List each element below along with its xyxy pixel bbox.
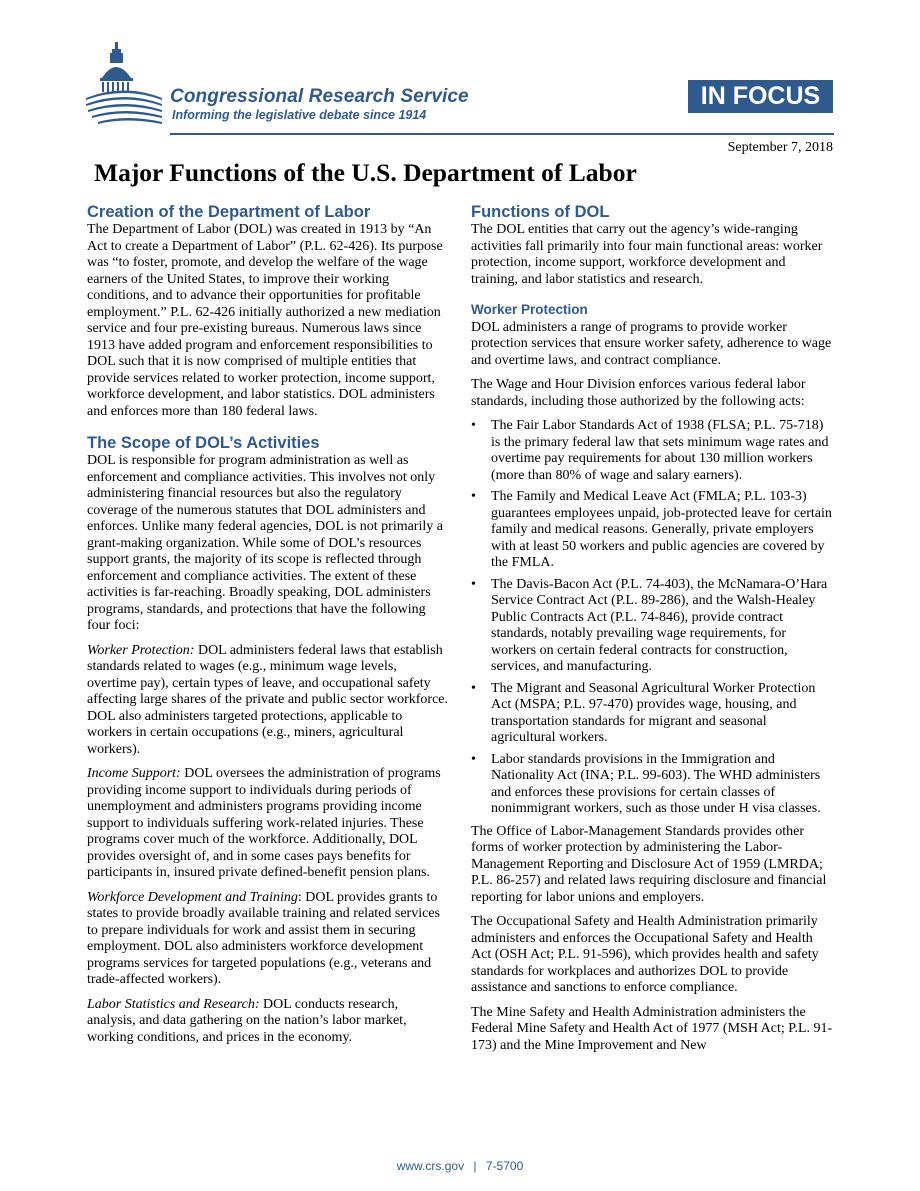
footer-url-link[interactable]: www.crs.gov — [396, 1159, 465, 1173]
creation-body: The Department of Labor (DOL) was created in 1913 by “An Act to create a Department of Labor” (P.L. 62-426). Its purpose was “to foster, promote, and develop the welfare of the wage earners of the United States, to improve their working conditions, and to advance their opportunities for profitable employment.” P.L. 62-426 initially authorized a new mediation service and four pre-existing bureaus. Numerous laws since 1913 have added program and enforcement responsibilities to DOL such that it is now comprised of multiple entities that provide services related to worker protection, income support, workforce development, and labor statistics. DOL administers and enforces more than 180 federal laws. — [87, 222, 443, 419]
list-item: • The Davis-Bacon Act (P.L. 74-403), the McNamara-O’Hara Service Contract Act (P.L. 89-286), and the Walsh-Healey Public Contracts Act (P.L. 74-846), provide contract standards, notably prevailing wage requirements, for workers on certain federal contracts for construction, services, and manufacturing. — [471, 576, 828, 674]
msha-paragraph: The Mine Safety and Health Administration administers the Federal Mine Safety and Health Act of 1977 (MSH Act; P.L. 91-173) and the Mine Improvement and New — [471, 1004, 833, 1053]
focus-text: DOL conducts research, analysis, and data gathering on the nation’s labor market, working conditions, and prices in the economy. — [87, 996, 407, 1045]
worker-protection-p2: The Wage and Hour Division enforces various federal labor standards, including those authorized by the following acts: — [471, 377, 806, 409]
acts-list — [471, 418, 833, 818]
focus-label: Workforce Development and Training — [87, 889, 298, 905]
right-column — [471, 203, 833, 1062]
focus-text: : DOL provides grants to states to provide broadly available training and related services to prepare individuals for work and assist them in securing employment. DOL also administers workforce development programs services for targeted populations (e.g., veterans and trade-affected workers). — [87, 889, 440, 987]
org-tagline: Informing the legislative debate since 1914 — [172, 108, 427, 122]
capitol-dome-icon — [84, 38, 166, 128]
focus-label: Labor Statistics and Research: — [87, 996, 260, 1012]
worker-protection-p1: DOL administers a range of programs to provide worker protection services that ensure worker safety, adherence to wage and overtime laws, and contract compliance. — [471, 319, 832, 368]
olms-paragraph: The Office of Labor-Management Standards provides other forms of worker protection by administering the Labor-Management Reporting and Disclosure Act of 1959 (LMRDA; P.L. 86-257) and related laws requiring disclosure and financial reporting for labor unions and employers. — [471, 823, 827, 905]
bullet-icon: • — [471, 418, 476, 433]
focus-text: DOL administers federal laws that establish standards related to wages (e.g., minimum wage levels, overtime pay), certain types of leave, and occupational safety affecting large shares of the private and public sector workforce. DOL also administers targeted protections, applicable to workers in certain occupations (e.g., miners, agricultural workers). — [87, 642, 448, 757]
in-focus-badge: IN FOCUS — [688, 80, 833, 113]
org-name: Congressional Research Service — [170, 86, 469, 107]
list-item: • The Family and Medical Leave Act (FMLA; P.L. 103-3) guarantees employees unpaid, job-protected leave for certain family and medical reasons. Generally, private employers with at least 50 workers and public agencies are covered by the FMLA. — [471, 489, 832, 570]
focus-income-support — [87, 766, 449, 882]
left-column — [87, 203, 449, 1054]
worker-protection-heading: Worker Protection — [471, 302, 588, 317]
functions-heading: Functions of DOL — [471, 203, 610, 221]
page-title: Major Functions of the U.S. Department of Labor — [94, 158, 637, 187]
footer-code: 7-5700 — [485, 1159, 524, 1173]
functions-body: The DOL entities that carry out the agency’s wide-ranging activities fall primarily into four main functional areas: worker protection, income support, workforce development and training, and labor statistics and research. — [471, 222, 823, 287]
scope-heading: The Scope of DOL’s Activities — [87, 434, 320, 452]
list-item: • The Fair Labor Standards Act of 1938 (FLSA; P.L. 75-718) is the primary federal law that sets minimum wage rates and overtime pay requirements for about 130 million workers (more than 80% of wage and salary earners). — [471, 418, 829, 483]
bullet-icon: • — [471, 680, 476, 696]
osha-paragraph: The Occupational Safety and Health Administration primarily administers and enforces the Occupational Safety and Health Act (OSH Act; P.L. 91-596), which provides health and safety standards for workplaces and authorizes DOL to provide assistance and sanctions to enforce compliance. — [471, 914, 819, 995]
focus-labor-statistics — [87, 997, 449, 1047]
focus-worker-protection — [87, 643, 449, 759]
list-item: • The Migrant and Seasonal Agricultural Worker Protection Act (MSPA; P.L. 97-470) provides wage, housing, and transportation standards for migrant and seasonal agricultural workers. — [471, 680, 816, 745]
list-item: • Labor standards provisions in the Immigration and Nationality Act (INA; P.L. 99-603). The WHD administers and enforces these provisions for certain classes of nonimmigrant workers, such as those under H visa classes. — [471, 751, 821, 816]
page-header — [0, 0, 920, 155]
focus-label: Worker Protection: — [87, 642, 195, 658]
page-footer — [0, 1159, 920, 1173]
publication-date: September 7, 2018 — [727, 140, 833, 155]
header-divider — [170, 133, 834, 135]
focus-text: DOL oversees the administration of programs providing income support to individuals during periods of unemployment and administers programs providing income support to individuals suffering work-related injuries. These programs cover much of the workforce. Additionally, DOL provides oversight of, and in some cases pays benefits for participants in, insured private defined-benefit pension plans. — [87, 766, 441, 880]
focus-workforce-development — [87, 890, 449, 989]
bullet-icon: • — [471, 576, 476, 592]
creation-heading: Creation of the Department of Labor — [87, 203, 371, 221]
focus-label: Income Support: — [87, 766, 181, 781]
bullet-icon: • — [471, 751, 476, 767]
scope-intro: DOL is responsible for program administration as well as enforcement and compliance activities. This involves not only administering financial resources but also the regulatory coverage of the numerous statutes that DOL administers and enforces. Unlike many federal agencies, DOL is not primarily a grant-making organization. While some of DOL’s resources support grants, the majority of its scope is reflected through enforcement and compliance activities. The extent of these activities is far-reaching. Broadly speaking, DOL administers programs, standards, and protections that have the following four foci: — [87, 453, 443, 633]
footer-separator: | — [473, 1159, 477, 1173]
bullet-icon: • — [471, 489, 476, 504]
